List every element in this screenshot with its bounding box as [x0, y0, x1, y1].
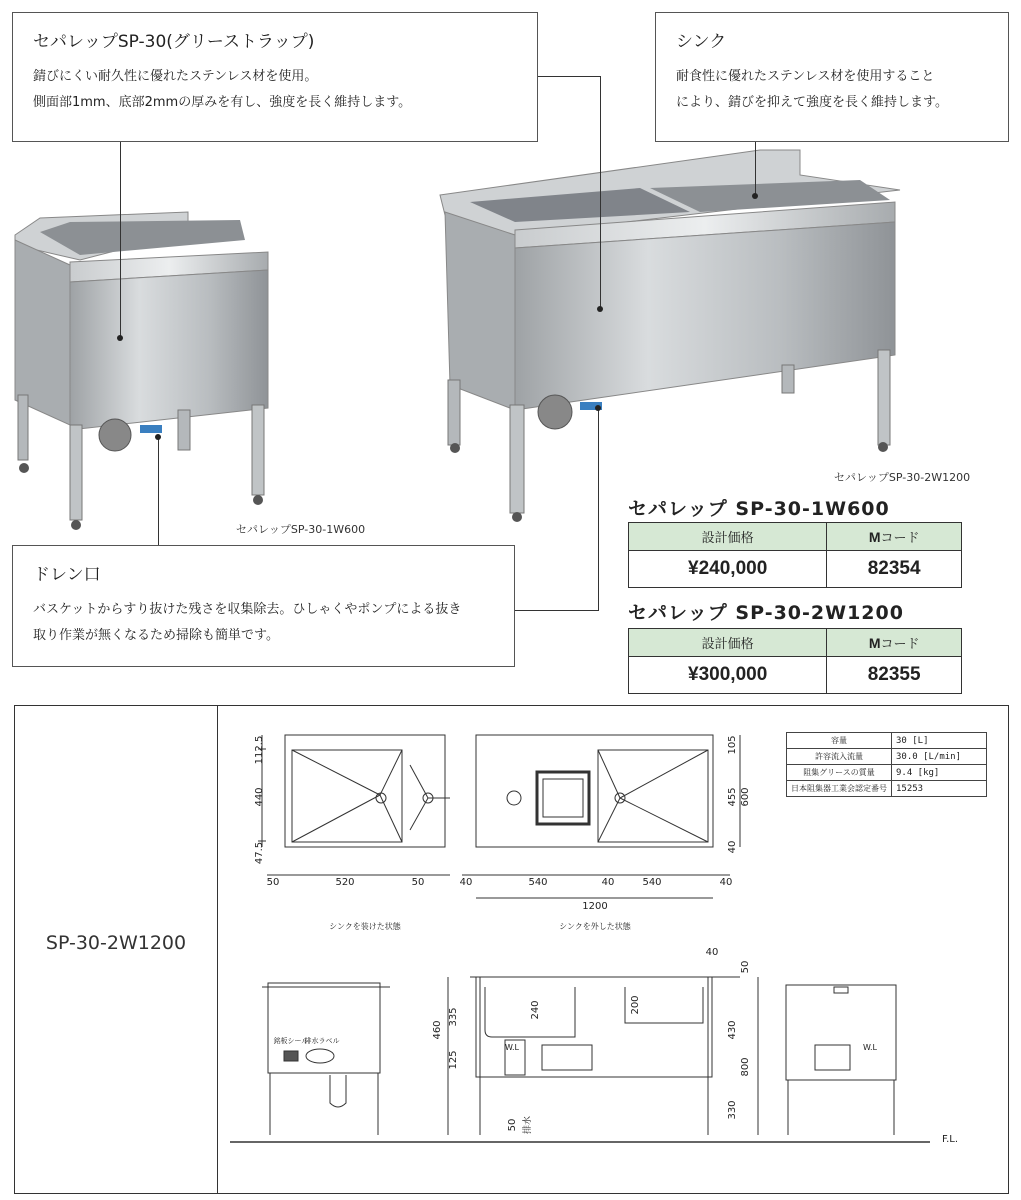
large-unit-photo — [440, 150, 900, 522]
dim-label: 200 — [630, 995, 641, 1015]
small-unit-photo — [15, 212, 268, 530]
leader-line — [598, 408, 599, 610]
callout-grease-trap — [12, 12, 538, 142]
code-value: 82354 — [827, 551, 962, 588]
spec-label: 容量 — [787, 733, 892, 749]
callout-title: ドレン口 — [33, 565, 101, 585]
dim-label: 50 — [266, 877, 280, 888]
leader-line — [120, 142, 121, 338]
leader-dot — [117, 335, 123, 341]
leader-line — [538, 76, 600, 77]
dim-label: 40 — [459, 877, 473, 888]
price-header: 設計価格 — [629, 629, 827, 657]
callout-text-line: 錆びにくい耐久性に優れたステンレス材を使用。 — [33, 69, 318, 84]
dim-label: 240 — [530, 1000, 541, 1020]
callout-text-line: バスケットからすり抜けた残さを収集除去。ひしゃくやポンプによる抜き — [33, 602, 462, 617]
price-value: ¥300,000 — [629, 657, 827, 694]
callout-title: セパレップSP-30(グリーストラップ) — [33, 32, 315, 52]
price-value: ¥240,000 — [629, 551, 827, 588]
price-table — [628, 628, 962, 694]
code-value: 82355 — [827, 657, 962, 694]
caption-small-unit: セパレップSP-30-1W600 — [236, 523, 366, 536]
leader-line — [515, 610, 599, 611]
product-title: セパレップ SP-30-2W1200 — [628, 602, 904, 624]
dim-label: 40 — [727, 840, 738, 854]
dim-label: 520 — [335, 877, 355, 888]
dim-label: 540 — [528, 877, 548, 888]
callout-drain — [12, 545, 515, 667]
dim-label: 40 — [705, 947, 719, 958]
dim-label: W.L — [505, 1043, 519, 1052]
spec-label: 日本阻集器工業会認定番号 — [787, 781, 892, 797]
drawing-caption: シンクを装けた状態 — [329, 922, 401, 931]
dim-label: 455 — [727, 787, 738, 807]
technical-drawing — [0, 705, 1021, 1192]
dim-label: 40 — [719, 877, 733, 888]
callout-title: シンク — [676, 32, 727, 52]
dim-label: 50 — [507, 1118, 518, 1132]
dim-label: 1200 — [582, 901, 608, 912]
spec-value: 15253 — [892, 781, 987, 797]
dim-label: 460 — [432, 1020, 443, 1040]
dim-label: 125 — [448, 1050, 459, 1070]
dim-label: 112.5 — [254, 735, 265, 765]
leader-dot — [595, 405, 601, 411]
callout-text-line: 耐食性に優れたステンレス材を使用すること — [676, 69, 935, 84]
dim-label: F.L. — [941, 1134, 959, 1145]
leader-line — [158, 437, 159, 545]
price-table — [628, 522, 962, 588]
callout-sink — [655, 12, 1009, 142]
dim-label: 800 — [740, 1057, 751, 1077]
dim-label: 排水 — [523, 1115, 533, 1135]
dim-label: 40 — [601, 877, 615, 888]
drawing-annotation: 排水ラベル — [304, 1037, 340, 1045]
callout-text-line: 取り作業が無くなるため掃除も簡単です。 — [33, 628, 279, 643]
drawing-caption: シンクを外した状態 — [559, 922, 631, 931]
leader-line — [600, 76, 601, 310]
spec-label: 阻集グリースの質量 — [787, 765, 892, 781]
dim-label: 335 — [448, 1007, 459, 1027]
dim-label: 600 — [740, 787, 751, 807]
leader-line — [755, 142, 756, 197]
leader-dot — [752, 193, 758, 199]
spec-value: 30 [L] — [892, 733, 987, 749]
dim-label: 50 — [740, 960, 751, 974]
drawing-annotation: 銘板シール — [273, 1037, 309, 1045]
dim-label: W.L — [863, 1043, 877, 1052]
spec-label: 許容流入流量 — [787, 749, 892, 765]
code-header: Mコード — [827, 523, 962, 551]
code-header: Mコード — [827, 629, 962, 657]
model-label: SP-30-2W1200 — [45, 932, 187, 954]
callout-text-line: により、錆びを抑えて強度を長く維持します。 — [676, 95, 948, 110]
spec-value: 9.4 [kg] — [892, 765, 987, 781]
product-title: セパレップ SP-30-1W600 — [628, 498, 890, 520]
dim-label: 330 — [727, 1100, 738, 1120]
callout-text-line: 側面部1mm、底部2mmの厚みを有し、強度を長く維持します。 — [33, 95, 412, 110]
leader-dot — [597, 306, 603, 312]
dim-label: 430 — [727, 1020, 738, 1040]
spec-value: 30.0 [L/min] — [892, 749, 987, 765]
dim-label: 440 — [254, 787, 265, 807]
caption-large-unit: セパレップSP-30-2W1200 — [834, 471, 971, 484]
dim-label: 105 — [727, 735, 738, 755]
dim-label: 47.5 — [254, 841, 265, 865]
dim-label: 540 — [642, 877, 662, 888]
price-header: 設計価格 — [629, 523, 827, 551]
leader-dot — [155, 434, 161, 440]
dim-label: 50 — [411, 877, 425, 888]
